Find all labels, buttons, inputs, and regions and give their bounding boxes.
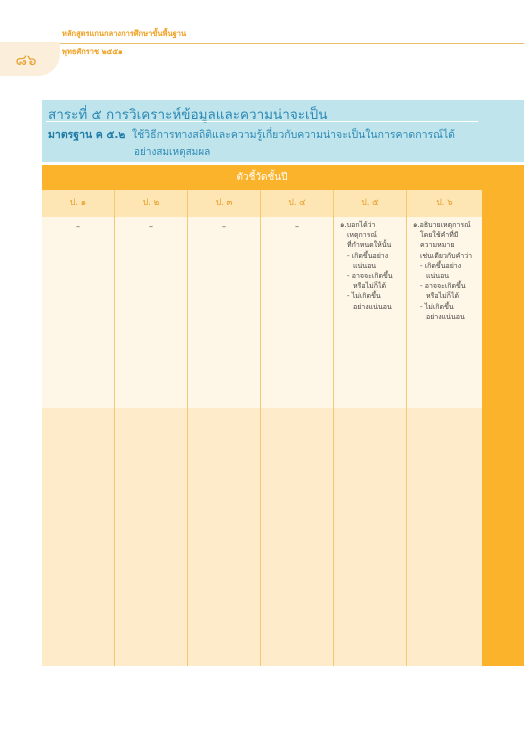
indicator-line: หรือไม่ก็ได้: [353, 282, 387, 291]
column-p2: [115, 190, 188, 666]
indicator-line: แน่นอน: [426, 272, 450, 281]
indicator-line: ความหมาย: [420, 241, 455, 250]
indicator-line: เหตุการณ์: [347, 231, 377, 240]
indicator-line: ๑.อธิบายเหตุการณ์: [413, 221, 471, 229]
column-header: ป. ๑: [42, 190, 114, 217]
indicator-line: แน่นอน: [353, 261, 377, 270]
column-p6: [407, 190, 482, 666]
indicator-table: [42, 190, 482, 666]
header-curriculum-title: หลักสูตรแกนกลางการศึกษาขั้นพื้นฐาน: [62, 29, 187, 38]
indicator-bullet: - อาจจะเกิดขึ้น: [420, 282, 466, 291]
indicator-line: อย่างแน่นอน: [426, 312, 465, 321]
strand-underline: [46, 121, 478, 122]
indicator-line: หรือไม่ก็ได้: [426, 292, 460, 301]
indicator-line: ๑.บอกได้ว่า: [340, 221, 376, 229]
standard-text: ใช้วิธีการทางสถิติและความรู้เกี่ยวกับความน่าจะเป็นในการคาดการณ์ได้: [132, 129, 455, 141]
empty-cell: –: [76, 222, 80, 231]
column-header: ป. ๖: [407, 190, 482, 217]
header-divider: [60, 43, 524, 44]
indicator-cell-p5: [340, 220, 406, 312]
indicator-bullet: - อาจจะเกิดขึ้น: [347, 272, 393, 281]
empty-cell: –: [295, 222, 299, 231]
empty-cell: –: [149, 222, 153, 231]
empty-cell: –: [222, 222, 226, 231]
indicator-bullet: - เกิดขึ้นอย่าง: [347, 251, 389, 260]
column-p5: [334, 190, 407, 666]
strand-title: สาระที่ ๕ การวิเคราะห์ข้อมูลและความน่าจะเป็น: [48, 107, 328, 123]
column-p4: [261, 190, 334, 666]
indicator-bullet: - ไม่เกิดขึ้น: [347, 292, 381, 301]
column-p1: [42, 190, 115, 666]
column-header: ป. ๒: [115, 190, 187, 217]
indicator-line: โดยใช้คำที่มี: [420, 231, 459, 240]
indicator-bullet: - ไม่เกิดขึ้น: [420, 302, 454, 311]
standard-text-cont: อย่างสมเหตุสมผล: [134, 147, 211, 158]
indicator-line: เช่นเดียวกับคำว่า: [420, 251, 473, 260]
header-year: พุทธศักราช ๒๕๕๑: [62, 47, 123, 56]
standard-line: [48, 126, 455, 143]
standard-code: มาตรฐาน ค ๕.๒: [48, 129, 126, 141]
indicator-line: ที่กำหนดให้นั้น: [347, 241, 392, 250]
indicator-bullet: - เกิดขึ้นอย่าง: [420, 261, 462, 270]
strand-title-box: [42, 100, 524, 162]
page-number: ๘๖: [15, 51, 37, 69]
column-header: ป. ๔: [261, 190, 333, 217]
indicator-line: อย่างแน่นอน: [353, 302, 392, 311]
column-header: ป. ๕: [334, 190, 406, 217]
column-header: ป. ๓: [188, 190, 260, 217]
table-heading: ตัวชี้วัดชั้นปี: [236, 172, 288, 183]
indicator-cell-p6: [413, 220, 479, 322]
column-p3: [188, 190, 261, 666]
